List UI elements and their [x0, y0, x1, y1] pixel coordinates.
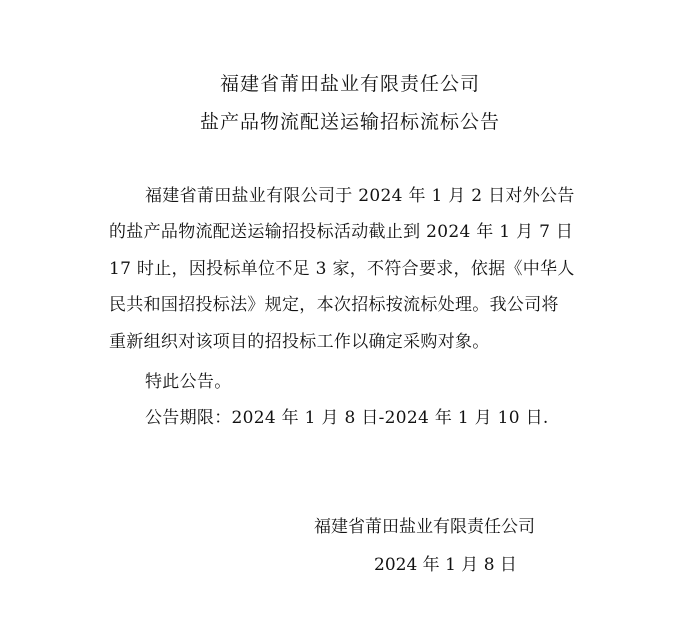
body-line-2: 的盐产品物流配送运输招投标活动截止到 2024 年 1 月 7 日: [109, 222, 574, 242]
closing-remark: 特此公告。: [145, 372, 232, 392]
signature-date: 2024 年 1 月 8 日: [374, 555, 517, 575]
signature-company: 福建省莆田盐业有限责任公司: [314, 517, 535, 537]
announcement-period: 公告期限：2024 年 1 月 8 日-2024 年 1 月 10 日.: [145, 408, 549, 428]
body-line-5: 重新组织对该项目的招投标工作以确定采购对象。: [109, 332, 490, 352]
document-title-company: 福建省莆田盐业有限责任公司: [219, 73, 480, 95]
body-line-3: 17 时止，因投标单位不足 3 家，不符合要求，依据《中华人: [109, 259, 575, 279]
body-line-4: 民共和国招投标法》规定，本次招标按流标处理。我公司将: [109, 295, 559, 315]
document-title-subject: 盐产品物流配送运输招标流标公告: [199, 111, 500, 133]
body-line-1: 福建省莆田盐业有限公司于 2024 年 1 月 2 日对外公告: [145, 186, 575, 206]
